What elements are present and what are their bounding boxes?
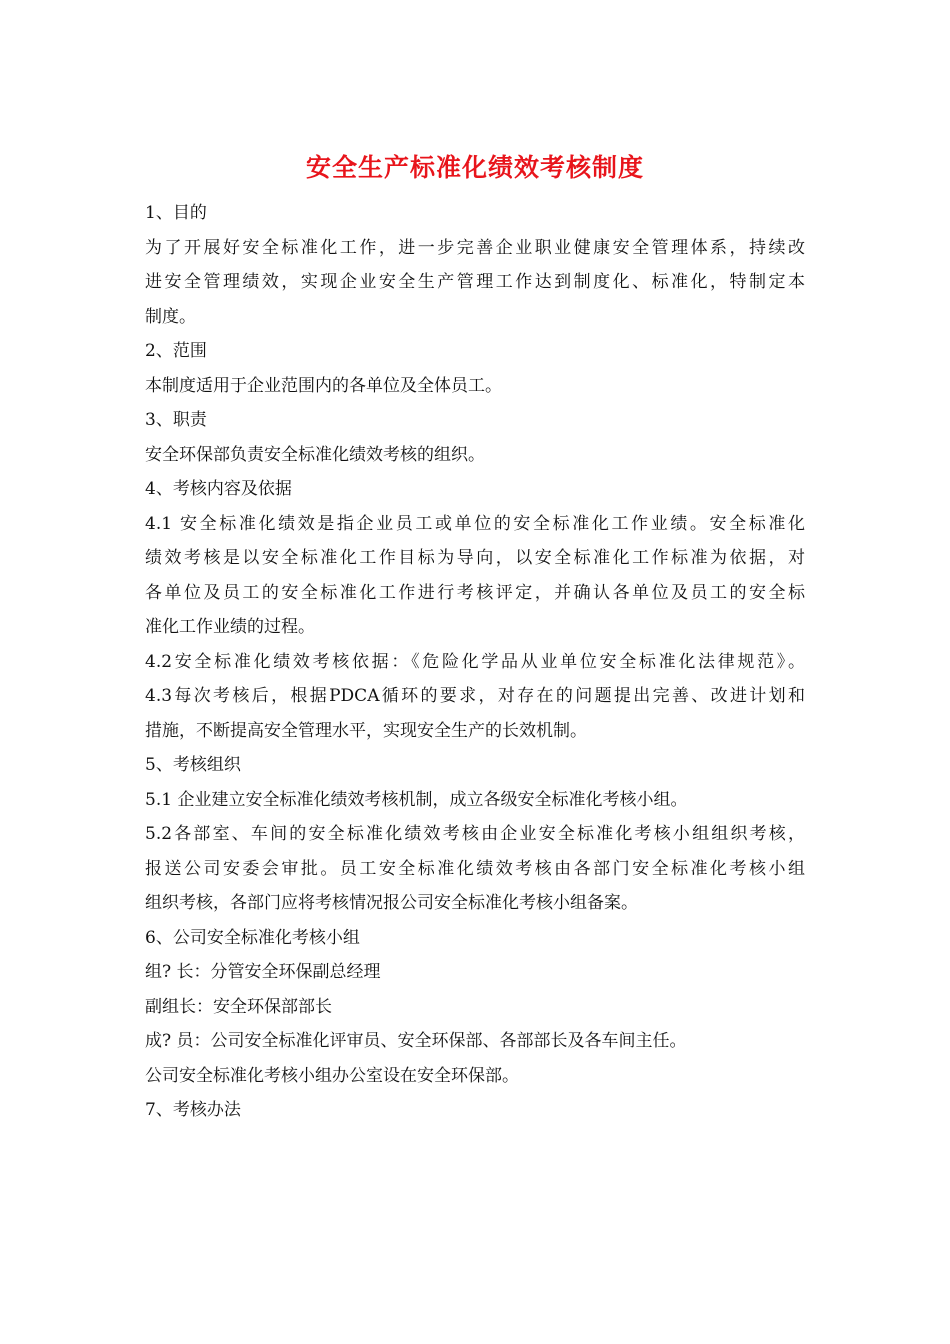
- heading-content: 4、考核内容及依据: [145, 479, 292, 499]
- paragraph-line: 5.1 企业建立安全标准化绩效考核机制，成立各级安全标准化考核小组。: [145, 789, 688, 810]
- heading-purpose: 1、目的: [145, 203, 207, 223]
- paragraph-line: 措施，不断提高安全管理水平，实现安全生产的长效机制。: [145, 720, 587, 741]
- paragraph-line: 报送公司安委会审批。员工安全标准化绩效考核由各部门安全标准化考核小组: [145, 858, 805, 879]
- paragraph-line: 准化工作业绩的过程。: [145, 617, 315, 637]
- heading-responsibility: 3、职责: [145, 410, 207, 430]
- heading-method: 7、考核办法: [145, 1100, 241, 1120]
- paragraph-line: 5.2各部室、车间的安全标准化绩效考核由企业安全标准化考核小组组织考核，: [145, 824, 805, 844]
- paragraph-line: 安全环保部负责安全标准化绩效考核的组织。: [145, 444, 485, 465]
- paragraph-line: 成? 员：公司安全标准化评审员、安全环保部、各部部长及各车间主任。: [145, 1031, 687, 1051]
- paragraph-line: 绩效考核是以安全标准化工作目标为导向，以安全标准化工作标准为依据，对: [145, 548, 805, 568]
- paragraph-line: 各单位及员工的安全标准化工作进行考核评定，并确认各单位及员工的安全标: [145, 582, 805, 603]
- paragraph-line: 进安全管理绩效，实现企业安全生产管理工作达到制度化、标准化，特制定本: [145, 272, 805, 292]
- paragraph-line: 为了开展好安全标准化工作，进一步完善企业职业健康安全管理体系，持续改: [145, 237, 805, 258]
- paragraph-line: 4.2安全标准化绩效考核依据：《危险化学品从业单位安全标准化法律规范》。: [145, 651, 805, 672]
- paragraph-line: 制度。: [145, 306, 196, 327]
- paragraph-line: 公司安全标准化考核小组办公室设在安全环保部。: [145, 1065, 519, 1086]
- heading-scope: 2、范围: [145, 341, 207, 361]
- heading-team: 6、公司安全标准化考核小组: [145, 927, 360, 948]
- document-body: [145, 196, 805, 1128]
- paragraph-line: 本制度适用于企业范围内的各单位及全体员工。: [145, 375, 502, 396]
- paragraph-line: 组织考核，各部门应将考核情况报公司安全标准化考核小组备案。: [145, 893, 638, 913]
- paragraph-line: 4.1 安全标准化绩效是指企业员工或单位的安全标准化工作业绩。安全标准化: [145, 513, 805, 534]
- heading-organization: 5、考核组织: [145, 755, 241, 775]
- document-title: 安全生产标准化绩效考核制度: [305, 153, 644, 182]
- paragraph-line: 4.3每次考核后，根据PDCA循环的要求，对存在的问题提出完善、改进计划和: [145, 686, 805, 706]
- paragraph-line: 副组长：安全环保部部长: [145, 996, 332, 1017]
- paragraph-line: 组? 长：分管安全环保副总经理: [145, 962, 381, 982]
